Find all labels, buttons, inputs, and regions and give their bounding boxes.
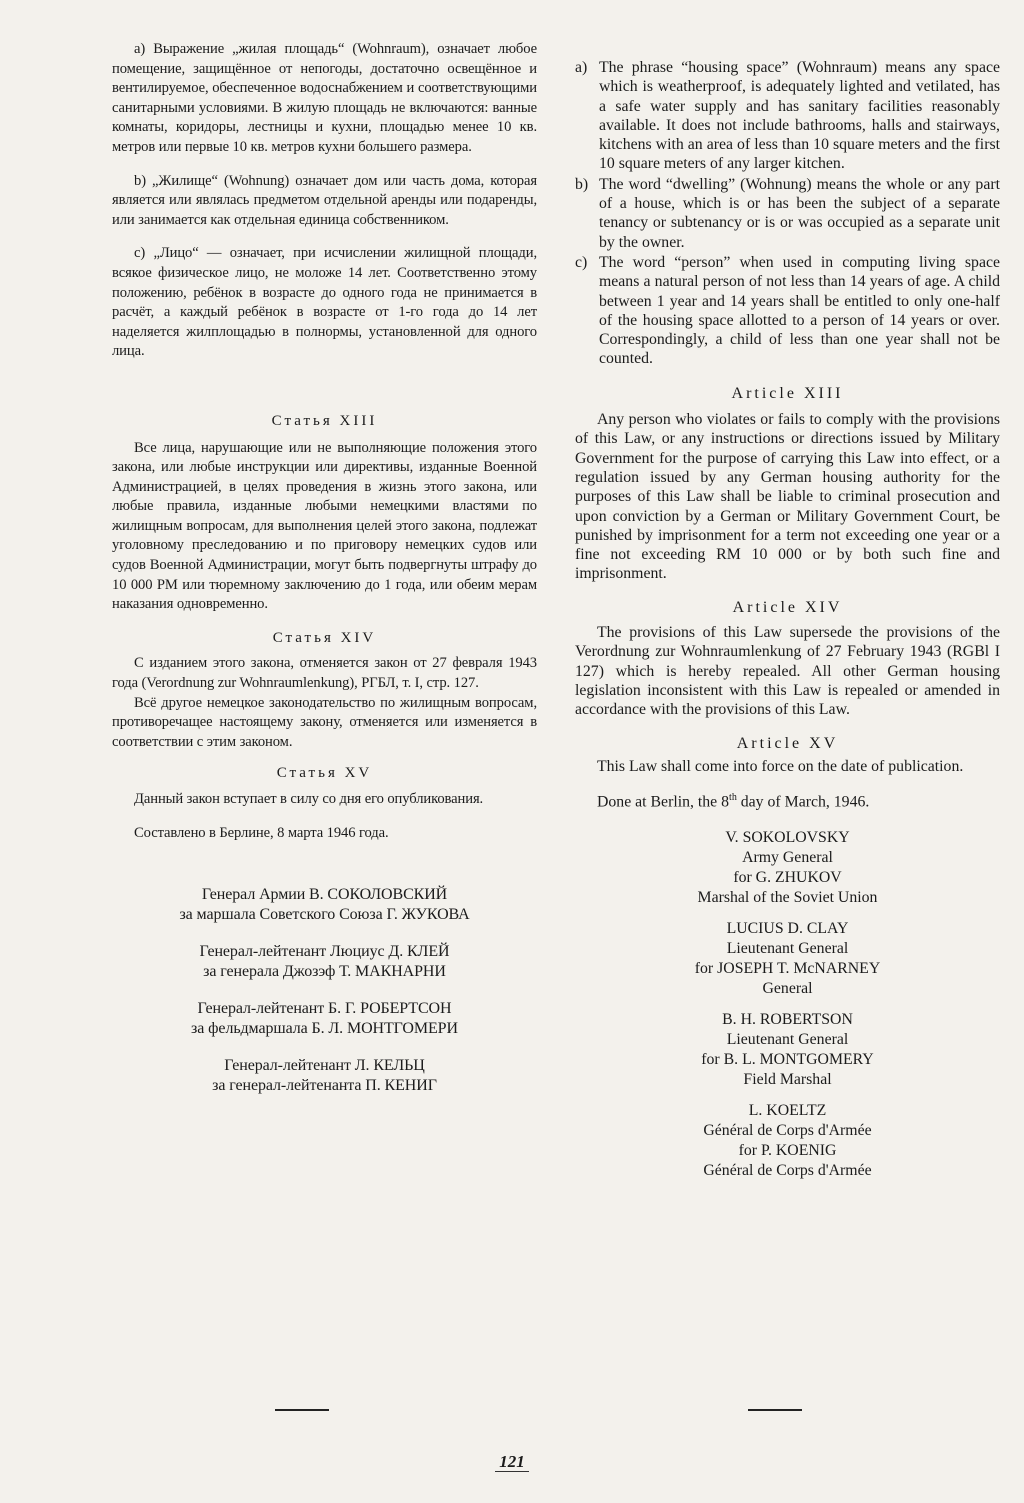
russian-column <box>112 40 537 1113</box>
en-sig-line: Général de Corps d'Armée <box>703 1161 872 1179</box>
en-sig-line: Marshal of the Soviet Union <box>697 888 878 906</box>
en-sig-line: Army General <box>742 848 833 866</box>
en-signature-sokolovsky <box>575 828 1000 908</box>
en-signature-clay <box>575 919 1000 999</box>
ru-article-13-heading: Статья XIII <box>271 412 378 429</box>
ru-article-14-text-1: С изданием этого закона, отменяется закон от 27 февраля 1943 года (Verordnung zur Wohnraumlenkung), РГБЛ, т. I, стр. 127. <box>112 655 537 692</box>
en-done-ordinal: th <box>729 792 737 804</box>
en-article-15-text: This Law shall come into force on the date of publication. <box>597 757 964 775</box>
en-sig-line: B. H. ROBERTSON <box>722 1010 853 1028</box>
ru-signature-koeltz <box>112 1056 537 1096</box>
ru-article-14-heading: Статья XIV <box>272 629 377 646</box>
en-sig-line: L. KOELTZ <box>748 1101 827 1119</box>
ru-article-14-text-2: Всё другое немецкое законодательство по жилищным вопросам, противоречащее настоящему закону, отменяется или изменяется в соответствии с этим законом. <box>112 694 537 750</box>
ru-article-15-text: Данный закон вступает в силу со дня его опубликования. <box>134 791 484 807</box>
en-sig-line: V. SOKOLOVSKY <box>725 828 850 846</box>
en-done-text: Done at Berlin, the 8 <box>597 793 730 811</box>
ru-sig-line: за генерал-лейтенанта П. КЕНИГ <box>212 1077 437 1095</box>
en-definition-a-text: The phrase “housing space” (Wohnraum) means any space which is weatherproof, is adequately lighted and vetilated, has a safe water supply and has sanitary facilities reasonably available. It does not include bathrooms, halls and stairways, kitchens with an area of less than 10 square meters and the first 10 square meters of any larger kitchen. <box>599 59 1000 173</box>
en-sig-line: Lieutenant General <box>726 1030 849 1048</box>
en-sig-line: Field Marshal <box>743 1070 832 1088</box>
ru-definition-c: c) „Лицо“ — означает, при исчислении жилищной площади, всякое физическое лицо, не моложе 14 лет. Соответственно этому положению, ребёнок в возрасте до одного года не принимается в расчёт, а каждый ребёнок в возрасте от 1-го года до 14 лет наделяется жилплощадью в полнормы, установленной для одного лица. <box>112 245 537 360</box>
ru-article-15-heading: Статья XV <box>276 765 373 782</box>
en-done-at-berlin <box>575 788 1000 812</box>
ru-sig-line: Генерал-лейтенант Л. КЕЛЬЦ <box>224 1057 425 1075</box>
english-column <box>575 58 1000 1192</box>
ru-sig-line: за фельдмаршала Б. Л. МОНТГОМЕРИ <box>191 1020 458 1038</box>
en-definition-c <box>542 253 1000 369</box>
en-definition-c-text: The word “person” when used in computing living space means a natural person of not less than 14 years of age. A child between 1 year and 14 years shall be entitled to only one-half of the housing space allotted to a person of 14 years or over. Correspondingly, a child of less than one year shall not be counted. <box>599 253 1000 368</box>
page-number <box>0 1452 1024 1472</box>
en-sig-line: LUCIUS D. CLAY <box>726 919 849 937</box>
page-number-text: 121 <box>495 1452 529 1472</box>
en-sig-line: for G. ZHUKOV <box>733 868 842 886</box>
en-sig-line: for B. L. MONTGOMERY <box>701 1050 874 1068</box>
ru-sig-line: за маршала Советского Союза Г. ЖУКОВА <box>179 906 470 924</box>
en-signature-koeltz <box>575 1101 1000 1181</box>
en-signature-robertson <box>575 1010 1000 1090</box>
ru-done-at-berlin: Составлено в Берлине, 8 марта 1946 года. <box>134 824 389 841</box>
ru-definition-a: а) Выражение „жилая площадь“ (Wohnraum), означает любое помещение, защищённое от непогоды, достаточно освещённое и вентилируемое, обеспеченное водоснабжением и соответствующими санитарными условиями. В жилую площадь не включаются: ванные комнаты, коридоры, лестницы и кухни, площадью менее 10 кв. метров или первые 10 кв. метров кухни большего размера. <box>112 41 537 155</box>
ru-article-13-text: Все лица, нарушающие или не выполняющие положения этого закона, или любые инструкции или директивы, изданные Военной Администрацией, в целях проведения в жизнь этого закона, или любые правила, изданные любыми немецкими властями по жилищным вопросам, для выполнения целей этого закона, подлежат уголовному преследованию и по приговору немецких судов или судов Военной Администрации, могут быть подвергнуты штрафу до 10 000 РМ или тюремному заключению до 1 года, или обеим мерам наказания одновременно. <box>112 439 537 613</box>
ru-sig-line: Генерал-лейтенант Люциус Д. КЛЕЙ <box>199 943 450 961</box>
en-definition-c-label: c) <box>575 253 588 271</box>
en-definition-a <box>542 58 1000 174</box>
ru-definition-b: b) „Жилище“ (Wohnung) означает дом или часть дома, которая является или являлась предметом отдельной аренды или подаренды, или занимается как отдельная единица собственником. <box>112 172 537 228</box>
en-article-13-heading: Article XIII <box>731 384 844 402</box>
en-end-rule <box>748 1409 802 1411</box>
en-done-text-end: day of March, 1946. <box>736 793 870 811</box>
en-definition-b <box>542 175 1000 252</box>
en-definition-b-label: b) <box>575 175 589 193</box>
ru-signature-clay <box>112 942 537 982</box>
en-article-15-heading: Article XV <box>736 734 839 752</box>
en-sig-line: Lieutenant General <box>726 939 849 957</box>
en-article-13-text: Any person who violates or fails to comply with the provisions of this Law, or any instructions or directions issued by Military Government for the purpose of carrying this Law into effect, or a regulation issued by any German housing authority for the purposes of this Law shall be liable to criminal prosecution and upon conviction by a German or Military Government Court, be punished by imprisonment for a term not exceeding one year or a fine not exceeding RM 10 000 or by both such fine and imprisonment. <box>575 411 1000 583</box>
ru-signature-robertson <box>112 999 537 1039</box>
en-article-14-text: The provisions of this Law supersede the provisions of the Verordnung zur Wohnraumlenkung of 27 February 1943 (RGBl I 127) which is hereby repealed. All other German housing legislation inconsistent with this Law is repealed or amended in accordance with the provisions of this Law. <box>575 624 1000 719</box>
ru-sig-line: за генерала Джозэф Т. МАКНАРНИ <box>203 963 446 981</box>
ru-sig-line: Генерал Армии В. СОКОЛОВСКИЙ <box>201 886 448 904</box>
en-sig-line: for JOSEPH T. McNARNEY <box>694 959 881 977</box>
en-sig-line: Général de Corps d'Armée <box>703 1121 872 1139</box>
ru-end-rule <box>275 1409 329 1411</box>
en-definition-b-text: The word “dwelling” (Wohnung) means the whole or any part of a house, which is or has been the subject of a separate tenancy or subtenancy or is or was occupied as a separate unit by the owner. <box>599 175 1000 251</box>
ru-signature-sokolovsky <box>112 885 537 925</box>
en-article-14-heading: Article XIV <box>732 598 843 616</box>
ru-sig-line: Генерал-лейтенант Б. Г. РОБЕРТСОН <box>197 1000 452 1018</box>
en-definition-a-label: a) <box>575 59 588 76</box>
en-sig-line: for P. KOENIG <box>738 1141 837 1159</box>
en-sig-line: General <box>762 979 813 997</box>
